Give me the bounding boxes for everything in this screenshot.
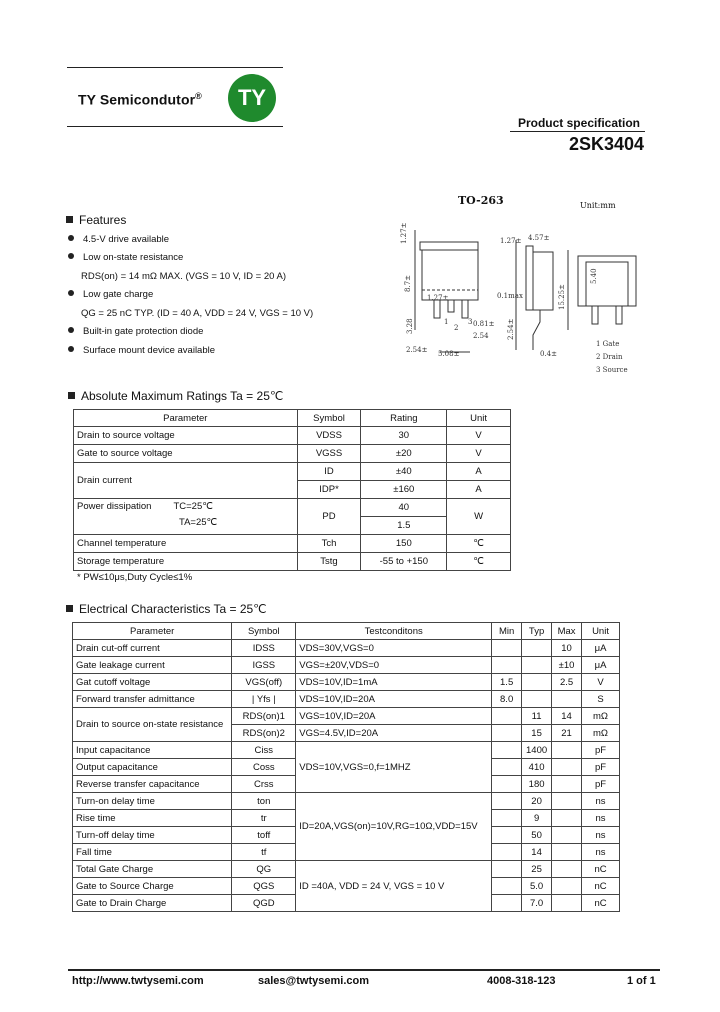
table-row [73, 742, 620, 759]
max-cell: ±10 [552, 657, 582, 674]
rating-cell: 150 [361, 535, 447, 553]
footer-rule [68, 969, 660, 971]
min-cell [492, 742, 522, 759]
typ-cell: 180 [522, 776, 552, 793]
max-cell [552, 895, 582, 912]
typ-cell: 20 [522, 793, 552, 810]
param-cell: Reverse transfer capacitance [73, 776, 232, 793]
dim-label: 5.40 [590, 268, 598, 284]
condition-cell: VDS=10V,ID=1mA [296, 674, 492, 691]
unit-cell: nC [582, 878, 620, 895]
min-cell: 1.5 [492, 674, 522, 691]
symbol-cell: VDSS [297, 427, 361, 445]
brand-name: TY Semicondutor® [78, 91, 202, 108]
footnote: * PW≤10μs,Duty Cycle≤1% [77, 572, 193, 583]
unit-cell: pF [582, 776, 620, 793]
spec-rule [510, 131, 645, 132]
max-cell [552, 810, 582, 827]
max-cell [552, 827, 582, 844]
param-cell: Storage temperature [74, 553, 298, 571]
max-cell [552, 793, 582, 810]
min-cell [492, 827, 522, 844]
symbol-cell: QGD [232, 895, 296, 912]
symbol-cell: Ciss [232, 742, 296, 759]
min-cell [492, 861, 522, 878]
table-row [74, 427, 511, 445]
header-rule-top [67, 67, 283, 68]
col-header: Unit [447, 410, 511, 427]
min-cell [492, 657, 522, 674]
package-title: TO-263 [458, 194, 504, 207]
param-cell: Output capacitance [73, 759, 232, 776]
param-cell: Power dissipation TC=25℃ TA=25℃ [74, 499, 298, 535]
symbol-cell: IDSS [232, 640, 296, 657]
param-cell: Forward transfer admittance [73, 691, 232, 708]
param-cell: Channel temperature [74, 535, 298, 553]
unit-cell: ns [582, 827, 620, 844]
part-number: 2SK3404 [568, 134, 644, 154]
col-header: Symbol [297, 410, 361, 427]
col-header: Parameter [74, 410, 298, 427]
symbol-cell: Tch [297, 535, 361, 553]
table-row [74, 463, 511, 481]
condition-cell: VDS=10V,ID=20A [296, 691, 492, 708]
symbol-cell: tr [232, 810, 296, 827]
unit-cell: S [582, 691, 620, 708]
condition-text: TC=25℃ [173, 501, 213, 512]
symbol-cell: QGS [232, 878, 296, 895]
registered-mark: ® [195, 91, 202, 101]
param-cell: Turn-off delay time [73, 827, 232, 844]
typ-cell: 410 [522, 759, 552, 776]
typ-cell: 50 [522, 827, 552, 844]
param-cell: Rise time [73, 810, 232, 827]
typ-cell [522, 657, 552, 674]
table-row [73, 861, 620, 878]
typ-cell [522, 674, 552, 691]
dim-label: 8.7± [404, 275, 412, 292]
symbol-cell: | Yfs | [232, 691, 296, 708]
symbol-cell: RDS(on)1 [232, 708, 296, 725]
table-header-row [73, 623, 620, 640]
feature-item: Low on-state resistance [68, 252, 183, 263]
typ-cell: 11 [522, 708, 552, 725]
table-row [73, 674, 620, 691]
min-cell [492, 759, 522, 776]
max-cell: 10 [552, 640, 582, 657]
param-cell: Gate to Drain Charge [73, 895, 232, 912]
unit-cell: V [447, 445, 511, 463]
unit-cell: pF [582, 742, 620, 759]
typ-cell: 7.0 [522, 895, 552, 912]
min-cell [492, 776, 522, 793]
col-header: Max [552, 623, 582, 640]
table-header-row [74, 410, 511, 427]
website-link[interactable]: http://www.twtysemi.com [72, 975, 204, 987]
dim-label: 1.27± [400, 222, 408, 244]
bullet-square-icon [68, 392, 75, 399]
condition-text: TA=25℃ [179, 517, 218, 528]
rating-cell: ±160 [361, 481, 447, 499]
dim-label: 15.25± [558, 284, 566, 310]
table-row [74, 445, 511, 463]
header-rule-bottom [67, 126, 283, 127]
col-header: Rating [361, 410, 447, 427]
dim-label: 0.1max [497, 292, 523, 300]
pin-name: 1 Gate [596, 340, 620, 348]
max-cell: 2.5 [552, 674, 582, 691]
typ-cell: 1400 [522, 742, 552, 759]
unit-label: Unit:mm [580, 201, 616, 210]
unit-cell: ℃ [447, 553, 511, 571]
param-cell: Drain current [74, 463, 298, 499]
col-header: Parameter [73, 623, 232, 640]
unit-cell: A [447, 463, 511, 481]
unit-cell: ℃ [447, 535, 511, 553]
table-row [73, 793, 620, 810]
symbol-cell: Tstg [297, 553, 361, 571]
max-cell [552, 844, 582, 861]
dim-label: 3.28 [406, 318, 414, 334]
rating-cell: 30 [361, 427, 447, 445]
unit-cell: pF [582, 759, 620, 776]
unit-cell: μA [582, 657, 620, 674]
max-cell [552, 878, 582, 895]
package-drawing [400, 210, 660, 380]
bullet-dot-icon [68, 235, 74, 241]
feature-detail: RDS(on) = 14 mΩ MAX. (VGS = 10 V, ID = 20 A) [81, 271, 287, 282]
condition-cell: VDS=10V,VGS=0,f=1MHZ [296, 742, 492, 793]
condition-cell: VDS=30V,VGS=0 [296, 640, 492, 657]
min-cell [492, 708, 522, 725]
table-row [73, 708, 620, 725]
max-cell [552, 759, 582, 776]
table-row [73, 691, 620, 708]
elec-table [72, 622, 620, 912]
min-cell [492, 878, 522, 895]
phone-number: 4008-318-123 [487, 975, 556, 987]
symbol-cell: ton [232, 793, 296, 810]
unit-cell: mΩ [582, 708, 620, 725]
bullet-dot-icon [68, 327, 74, 333]
ty-logo-icon: TY [228, 74, 276, 122]
typ-cell: 5.0 [522, 878, 552, 895]
symbol-cell: tf [232, 844, 296, 861]
symbol-cell: VGS(off) [232, 674, 296, 691]
dim-label: 2.54± [507, 318, 515, 340]
dim-label: 5.08± [438, 350, 460, 358]
condition-cell: VGS=±20V,VDS=0 [296, 657, 492, 674]
feature-item: Low gate charge [68, 289, 153, 300]
min-cell [492, 810, 522, 827]
param-cell: Turn-on delay time [73, 793, 232, 810]
table-row [74, 535, 511, 553]
col-header: Symbol [232, 623, 296, 640]
param-cell: Drain to source voltage [74, 427, 298, 445]
condition-cell: ID =40A, VDD = 24 V, VGS = 10 V [296, 861, 492, 912]
rating-cell: ±20 [361, 445, 447, 463]
bullet-dot-icon [68, 253, 74, 259]
table-row [73, 657, 620, 674]
bullet-dot-icon [68, 346, 74, 352]
unit-cell: V [447, 427, 511, 445]
min-cell [492, 844, 522, 861]
symbol-cell: toff [232, 827, 296, 844]
rating-cell: ±40 [361, 463, 447, 481]
bullet-square-icon [66, 216, 73, 223]
col-header: Typ [522, 623, 552, 640]
col-header: Testconditons [296, 623, 492, 640]
param-cell: Drain to source on-state resistance [73, 708, 232, 742]
unit-cell: ns [582, 793, 620, 810]
typ-cell: 14 [522, 844, 552, 861]
col-header: Min [492, 623, 522, 640]
feature-item: 4.5-V drive available [68, 234, 169, 245]
max-cell [552, 691, 582, 708]
pin-number: 2 [454, 324, 459, 332]
bullet-dot-icon [68, 290, 74, 296]
pin-number: 1 [444, 318, 449, 326]
max-cell [552, 861, 582, 878]
param-cell: Input capacitance [73, 742, 232, 759]
pin-name: 3 Source [596, 366, 628, 374]
dim-label: 1.27± [427, 294, 449, 302]
symbol-cell: Coss [232, 759, 296, 776]
rating-cell: -55 to +150 [361, 553, 447, 571]
dim-label: 1.27± [500, 237, 522, 245]
feature-item: Surface mount device available [68, 345, 215, 356]
param-cell: Gate to Source Charge [73, 878, 232, 895]
min-cell [492, 640, 522, 657]
typ-cell [522, 640, 552, 657]
bullet-square-icon [66, 605, 73, 612]
abs-max-heading: Absolute Maximum Ratings Ta = 25℃ [68, 389, 283, 403]
symbol-cell: IGSS [232, 657, 296, 674]
table-row [74, 499, 511, 517]
unit-cell: ns [582, 810, 620, 827]
param-cell: Gate leakage current [73, 657, 232, 674]
unit-cell: A [447, 481, 511, 499]
unit-cell: nC [582, 861, 620, 878]
max-cell [552, 742, 582, 759]
col-header: Unit [582, 623, 620, 640]
condition-cell: ID=20A,VGS(on)=10V,RG=10Ω,VDD=15V [296, 793, 492, 861]
unit-cell: μA [582, 640, 620, 657]
param-cell: Gate to source voltage [74, 445, 298, 463]
condition-cell: VGS=10V,ID=20A [296, 708, 492, 725]
pin-name: 2 Drain [596, 353, 623, 361]
email-link[interactable]: sales@twtysemi.com [258, 975, 369, 987]
dim-label: 0.81± [473, 320, 495, 328]
symbol-cell: IDP* [297, 481, 361, 499]
product-spec-label: Product specification [517, 116, 640, 130]
condition-cell: VGS=4.5V,ID=20A [296, 725, 492, 742]
unit-cell: ns [582, 844, 620, 861]
table-row [74, 553, 511, 571]
feature-item: Built-in gate protection diode [68, 326, 203, 337]
unit-cell: mΩ [582, 725, 620, 742]
typ-cell: 25 [522, 861, 552, 878]
min-cell [492, 725, 522, 742]
max-cell: 14 [552, 708, 582, 725]
symbol-cell: PD [297, 499, 361, 535]
elec-heading: Electrical Characteristics Ta = 25℃ [66, 602, 267, 616]
min-cell: 8.0 [492, 691, 522, 708]
max-cell [552, 776, 582, 793]
table-row [73, 640, 620, 657]
feature-detail: QG = 25 nC TYP. (ID = 40 A, VDD = 24 V, VGS = 10 V) [81, 308, 314, 319]
dim-label: 2.54 [473, 332, 489, 340]
dim-label: 0.4± [540, 350, 557, 358]
features-heading: Features [66, 213, 126, 227]
pin-number: 3 [468, 318, 473, 326]
param-cell: Total Gate Charge [73, 861, 232, 878]
max-cell: 21 [552, 725, 582, 742]
typ-cell: 9 [522, 810, 552, 827]
rating-cell: 1.5 [361, 517, 447, 535]
min-cell [492, 895, 522, 912]
page-number: 1 of 1 [627, 975, 656, 987]
dim-label: 4.57± [528, 234, 550, 242]
symbol-cell: Crss [232, 776, 296, 793]
abs-max-table [73, 409, 511, 571]
symbol-cell: ID [297, 463, 361, 481]
unit-cell: W [447, 499, 511, 535]
symbol-cell: VGSS [297, 445, 361, 463]
param-cell: Drain cut-off current [73, 640, 232, 657]
param-cell: Fall time [73, 844, 232, 861]
unit-cell: V [582, 674, 620, 691]
symbol-cell: RDS(on)2 [232, 725, 296, 742]
unit-cell: nC [582, 895, 620, 912]
symbol-cell: QG [232, 861, 296, 878]
typ-cell: 15 [522, 725, 552, 742]
param-cell: Gat cutoff voltage [73, 674, 232, 691]
min-cell [492, 793, 522, 810]
typ-cell [522, 691, 552, 708]
dim-label: 2.54± [406, 346, 428, 354]
rating-cell: 40 [361, 499, 447, 517]
